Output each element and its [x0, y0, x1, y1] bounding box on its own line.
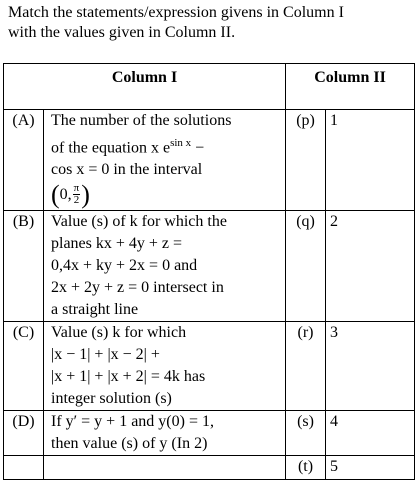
row-label: (A) [4, 110, 44, 211]
statement-cell [44, 321, 286, 410]
match-value: 5 [326, 455, 415, 479]
statement-line: then value (s) of y (In 2) [51, 434, 208, 452]
table-row [4, 321, 415, 410]
match-label: (s) [286, 410, 326, 455]
minus-sign: − [191, 139, 205, 157]
column-1-header: Column I [4, 64, 286, 110]
question-text [8, 3, 413, 43]
interval-start: 0, [59, 185, 72, 203]
statement-line: |x − 1| + |x − 2| + [51, 345, 160, 363]
fraction-numerator: π [73, 182, 80, 195]
interval-expression [51, 179, 90, 209]
exponent-text: sin x [170, 137, 192, 149]
statement-line: Value (s) of k for which the [51, 212, 227, 230]
table-row [4, 455, 415, 479]
statement-cell [44, 455, 286, 479]
close-paren: ) [81, 179, 90, 209]
match-value: 3 [326, 321, 415, 410]
match-label: (t) [286, 455, 326, 479]
statement-line: Value (s) k for which [51, 323, 187, 341]
equation-text: of the equation x e [51, 139, 171, 157]
statement-line: 2x + 2y + z = 0 intersect in [51, 278, 224, 296]
row-label: (D) [4, 410, 44, 455]
match-label: (q) [286, 210, 326, 321]
statement-cell [44, 110, 286, 211]
match-value: 4 [326, 410, 415, 455]
statement-line [51, 132, 281, 159]
row-label: (C) [4, 321, 44, 410]
table-row [4, 210, 415, 321]
open-paren: ( [51, 179, 60, 209]
table-header-row [4, 64, 415, 110]
statement-line: The number of the solutions [51, 112, 232, 129]
statement-line: |x + 1| + |x + 2| = 4k has [51, 367, 206, 385]
statement-line: 0,4x + ky + 2x = 0 and [51, 256, 198, 274]
row-label [4, 455, 44, 479]
statement-line: If y′ = y + 1 and y(0) = 1, [51, 412, 214, 430]
question-line-1: Match the statements/expression givens in Column I [8, 4, 344, 21]
match-value: 2 [326, 210, 415, 321]
question-line-2: with the values given in Column II. [8, 24, 236, 41]
column-2-header: Column II [286, 64, 415, 110]
match-table [3, 63, 415, 480]
table-row [4, 110, 415, 211]
row-label: (B) [4, 210, 44, 321]
pi-over-2-fraction [73, 183, 81, 206]
statement-line: a straight line [51, 300, 139, 318]
match-label: (r) [286, 321, 326, 410]
statement-line: integer solution (s) [51, 389, 172, 407]
match-label: (p) [286, 110, 326, 211]
statement-line: cos x = 0 in the interval [51, 161, 203, 179]
match-value: 1 [326, 110, 415, 211]
fraction-denominator: 2 [73, 194, 80, 207]
table-row [4, 410, 415, 455]
statement-line: planes kx + 4y + z = [51, 234, 183, 252]
statement-cell [44, 210, 286, 321]
statement-cell [44, 410, 286, 455]
